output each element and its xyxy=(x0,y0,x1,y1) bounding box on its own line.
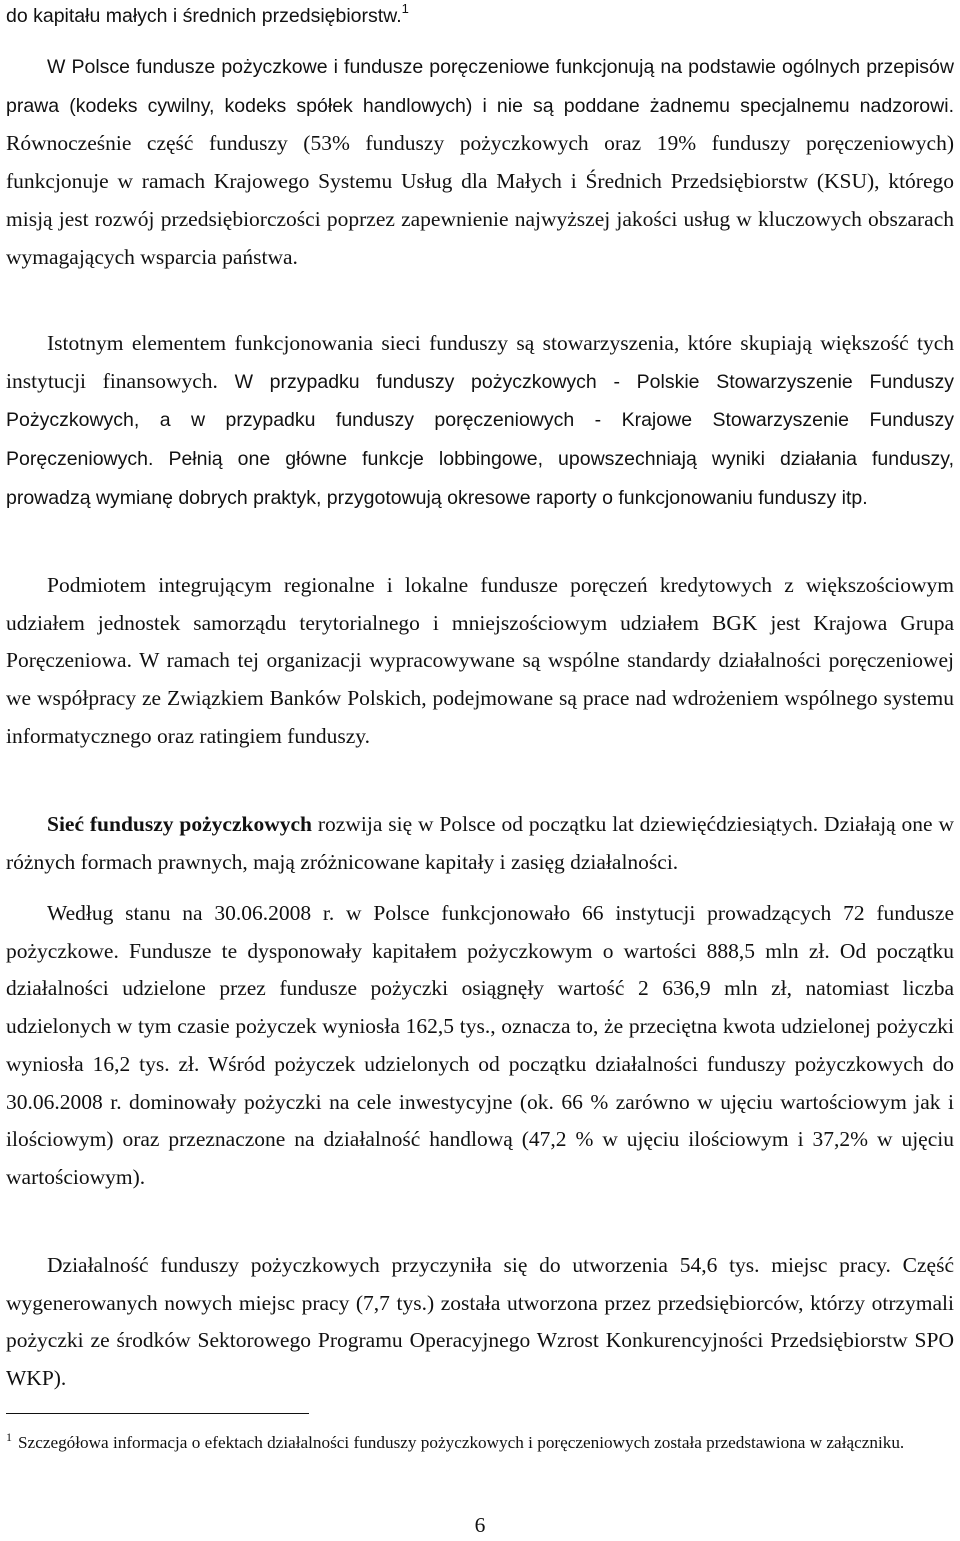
paragraph-associations xyxy=(6,325,954,518)
page-number: 6 xyxy=(474,1513,486,1537)
paragraph-legal-basis xyxy=(6,48,954,276)
footnote-number: 1 xyxy=(6,1430,12,1444)
paragraph-guarantee-group: Podmiotem integrującym regionalne i lokalne fundusze poręczeń kredytowych z większościowym udziałem jednostek samorządu terytorialnego i mniejszościowym udziałem BGK jest Krajowa Grupa Poręczeniowa. W ramach tej organizacji wypracowywane są wspólne standardy działalności poręczeniowej we współpracy ze Związkiem Banków Polskich, podejmowane są prace nad wdrożeniem wspólnego systemu informatycznego oraz ratingiem funduszy. xyxy=(6,573,954,748)
paragraph-legal-basis-part1: W Polsce fundusze pożyczkowe i fundusze poręczeniowe funkcjonują na podstawie ogólnych przepisów prawa (kodeks cywilny, kodeks spółek handlowych) i nie są poddane żadnemu specjalnemu nadzorowi. xyxy=(6,56,954,117)
footnote-separator xyxy=(6,1413,309,1414)
paragraph-loan-network xyxy=(6,806,954,881)
footnote xyxy=(6,1430,954,1456)
document-page xyxy=(6,0,954,1541)
lead-line xyxy=(6,0,954,36)
footnote-text: Szczegółowa informacja o efektach działalności funduszy pożyczkowych i poręczeniowych została przedstawiona w załączniku. xyxy=(18,1433,905,1452)
paragraph-legal-basis-part2: Równocześnie część funduszy (53% funduszy pożyczkowych oraz 19% funduszy poręczeniowych) funkcjonuje w ramach Krajowego Systemu Usług dla Małych i Średnich Przedsiębiorstw (KSU), którego misją jest rozwój przedsiębiorczości poprzez zapewnienie najwyższej jakości usług w kluczowych obszarach wymagających wsparcia państwa. xyxy=(6,131,954,269)
paragraph-associations-part2: W przypadku funduszy pożyczkowych - Polskie Stowarzyszenie Funduszy Pożyczkowych, a w przypadku funduszy poręczeniowych - Krajowe Stowarzyszenie Funduszy Poręczeniowych. Pełnią one główne funkcje lobbingowe, upowszechniają wyniki działania funduszy, prowadzą wymianę dobrych praktyk, przygotowują okresowe raporty o funkcjonowaniu funduszy itp. xyxy=(6,370,954,509)
paragraph-employment: Działalność funduszy pożyczkowych przyczyniła się do utworzenia 54,6 tys. miejsc pracy. Część wygenerowanych nowych miejsc pracy (7,7 tys.) została utworzona przez przedsiębiorców, którzy otrzymali pożyczki ze środków Sektorowego Programu Operacyjnego Wzrost Konkurencyjności Przedsiębiorstw SPO WKP). xyxy=(6,1253,954,1391)
paragraph-statistics: Według stanu na 30.06.2008 r. w Polsce funkcjonowało 66 instytucji prowadzących 72 fundusze pożyczkowe. Fundusze te dysponowały kapitałem pożyczkowym o wartości 888,5 mln zł. Od początku działalności udzielone przez fundusze pożyczki osiągnęły wartość 2 636,9 mln zł, natomiast liczba udzielonych w tym czasie pożyczek wyniosła 162,5 tys., oznacza to, że przeciętna kwota udzielonej pożyczki wyniosła 16,2 tys. zł. Wśród pożyczek udzielonych od początku działalności funduszy pożyczkowych do 30.06.2008 r. dominowały pożyczki na cele inwestycyjne (ok. 66 % zarówno w ujęciu wartościowym jak i ilościowym) oraz przeznaczone na działalność handlową (47,2 % w ujęciu ilościowym i 37,2% w ujęciu wartościowym). xyxy=(6,901,954,1189)
lead-line-text: do kapitału małych i średnich przedsiębiorstw. xyxy=(6,5,402,27)
loan-network-text: rozwija się w Polsce od początku lat dziewięćdziesiątych. Działają one w różnych formach prawnych, mają zróżnicowane kapitały i zasięg działalności. xyxy=(6,812,954,874)
loan-network-heading: Sieć funduszy pożyczkowych xyxy=(47,812,313,836)
paragraph-associations-part1: Istotnym elementem funkcjonowania sieci funduszy są stowarzyszenia, które skupiają większość tych instytucji finansowych. xyxy=(6,331,954,393)
footnote-reference: 1 xyxy=(401,1,409,16)
